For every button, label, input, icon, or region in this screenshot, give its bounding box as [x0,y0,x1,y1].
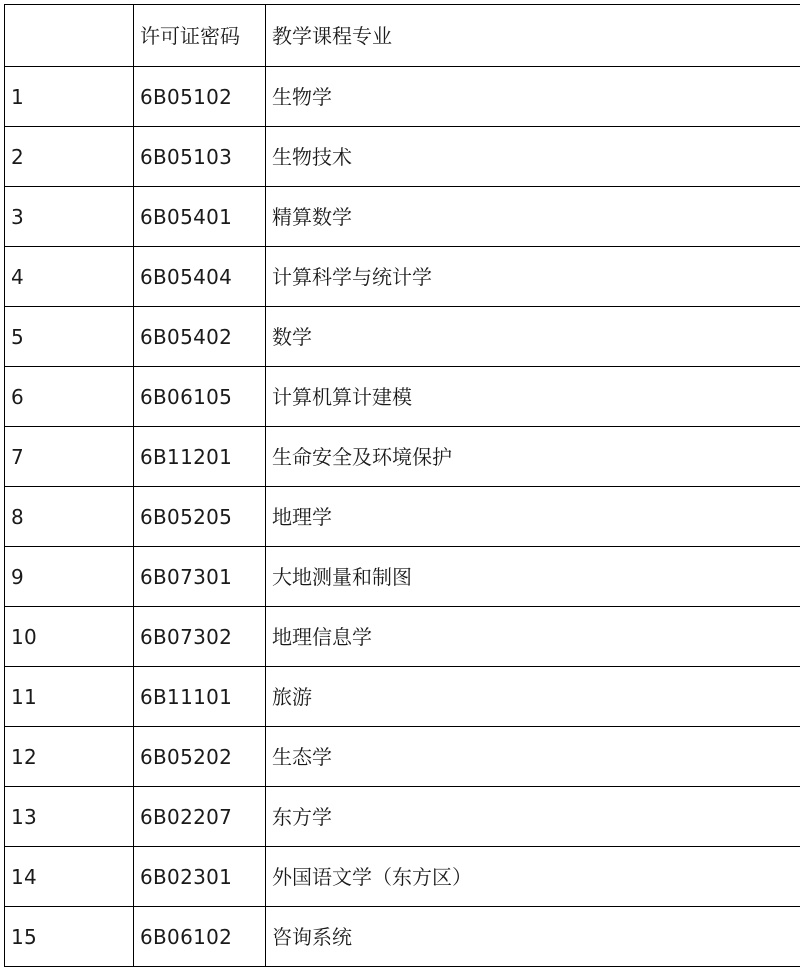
table-row [5,487,800,547]
table-row [5,667,800,727]
license-code-cell: 6B05402 [134,307,266,367]
program-name-cell: 数学 [266,307,800,367]
table-row [5,427,800,487]
table-row [5,847,800,907]
program-name-cell: 计算科学与统计学 [266,247,800,307]
license-code-cell: 6B05404 [134,247,266,307]
row-index-cell: 4 [5,247,134,307]
row-index-cell: 9 [5,547,134,607]
license-code-cell: 6B06105 [134,367,266,427]
program-name-cell: 生命安全及环境保护 [266,427,800,487]
license-code-cell: 6B05202 [134,727,266,787]
table-row [5,67,800,127]
program-name-cell: 生态学 [266,727,800,787]
license-code-cell: 6B02301 [134,847,266,907]
row-index-cell: 8 [5,487,134,547]
license-code-cell: 6B05205 [134,487,266,547]
row-index-cell: 3 [5,187,134,247]
row-index-cell: 14 [5,847,134,907]
table-row [5,547,800,607]
row-index-cell: 13 [5,787,134,847]
row-index-cell: 11 [5,667,134,727]
program-table [4,4,800,967]
table-row [5,247,800,307]
row-index-cell: 5 [5,307,134,367]
row-index-cell: 15 [5,907,134,967]
table-row [5,727,800,787]
program-name-cell: 咨询系统 [266,907,800,967]
table-header-row [5,5,800,67]
header-license-code: 许可证密码 [134,5,266,67]
table-row [5,307,800,367]
table-row [5,127,800,187]
program-name-cell: 旅游 [266,667,800,727]
license-code-cell: 6B05401 [134,187,266,247]
license-code-cell: 6B11201 [134,427,266,487]
program-name-cell: 生物技术 [266,127,800,187]
program-name-cell: 大地测量和制图 [266,547,800,607]
table-body [5,5,800,967]
program-name-cell: 精算数学 [266,187,800,247]
table-row [5,607,800,667]
license-code-cell: 6B05102 [134,67,266,127]
row-index-cell: 10 [5,607,134,667]
row-index-cell: 6 [5,367,134,427]
table-row [5,787,800,847]
license-code-cell: 6B02207 [134,787,266,847]
program-name-cell: 东方学 [266,787,800,847]
table-row [5,907,800,967]
license-code-cell: 6B06102 [134,907,266,967]
row-index-cell: 12 [5,727,134,787]
table-row [5,187,800,247]
row-index-cell: 2 [5,127,134,187]
row-index-cell: 1 [5,67,134,127]
row-index-cell: 7 [5,427,134,487]
program-name-cell: 外国语文学（东方区） [266,847,800,907]
table-row [5,367,800,427]
program-name-cell: 生物学 [266,67,800,127]
program-name-cell: 地理信息学 [266,607,800,667]
license-code-cell: 6B07301 [134,547,266,607]
header-index [5,5,134,67]
program-name-cell: 地理学 [266,487,800,547]
program-name-cell: 计算机算计建模 [266,367,800,427]
license-code-cell: 6B07302 [134,607,266,667]
license-code-cell: 6B05103 [134,127,266,187]
license-code-cell: 6B11101 [134,667,266,727]
header-program: 教学课程专业 [266,5,800,67]
